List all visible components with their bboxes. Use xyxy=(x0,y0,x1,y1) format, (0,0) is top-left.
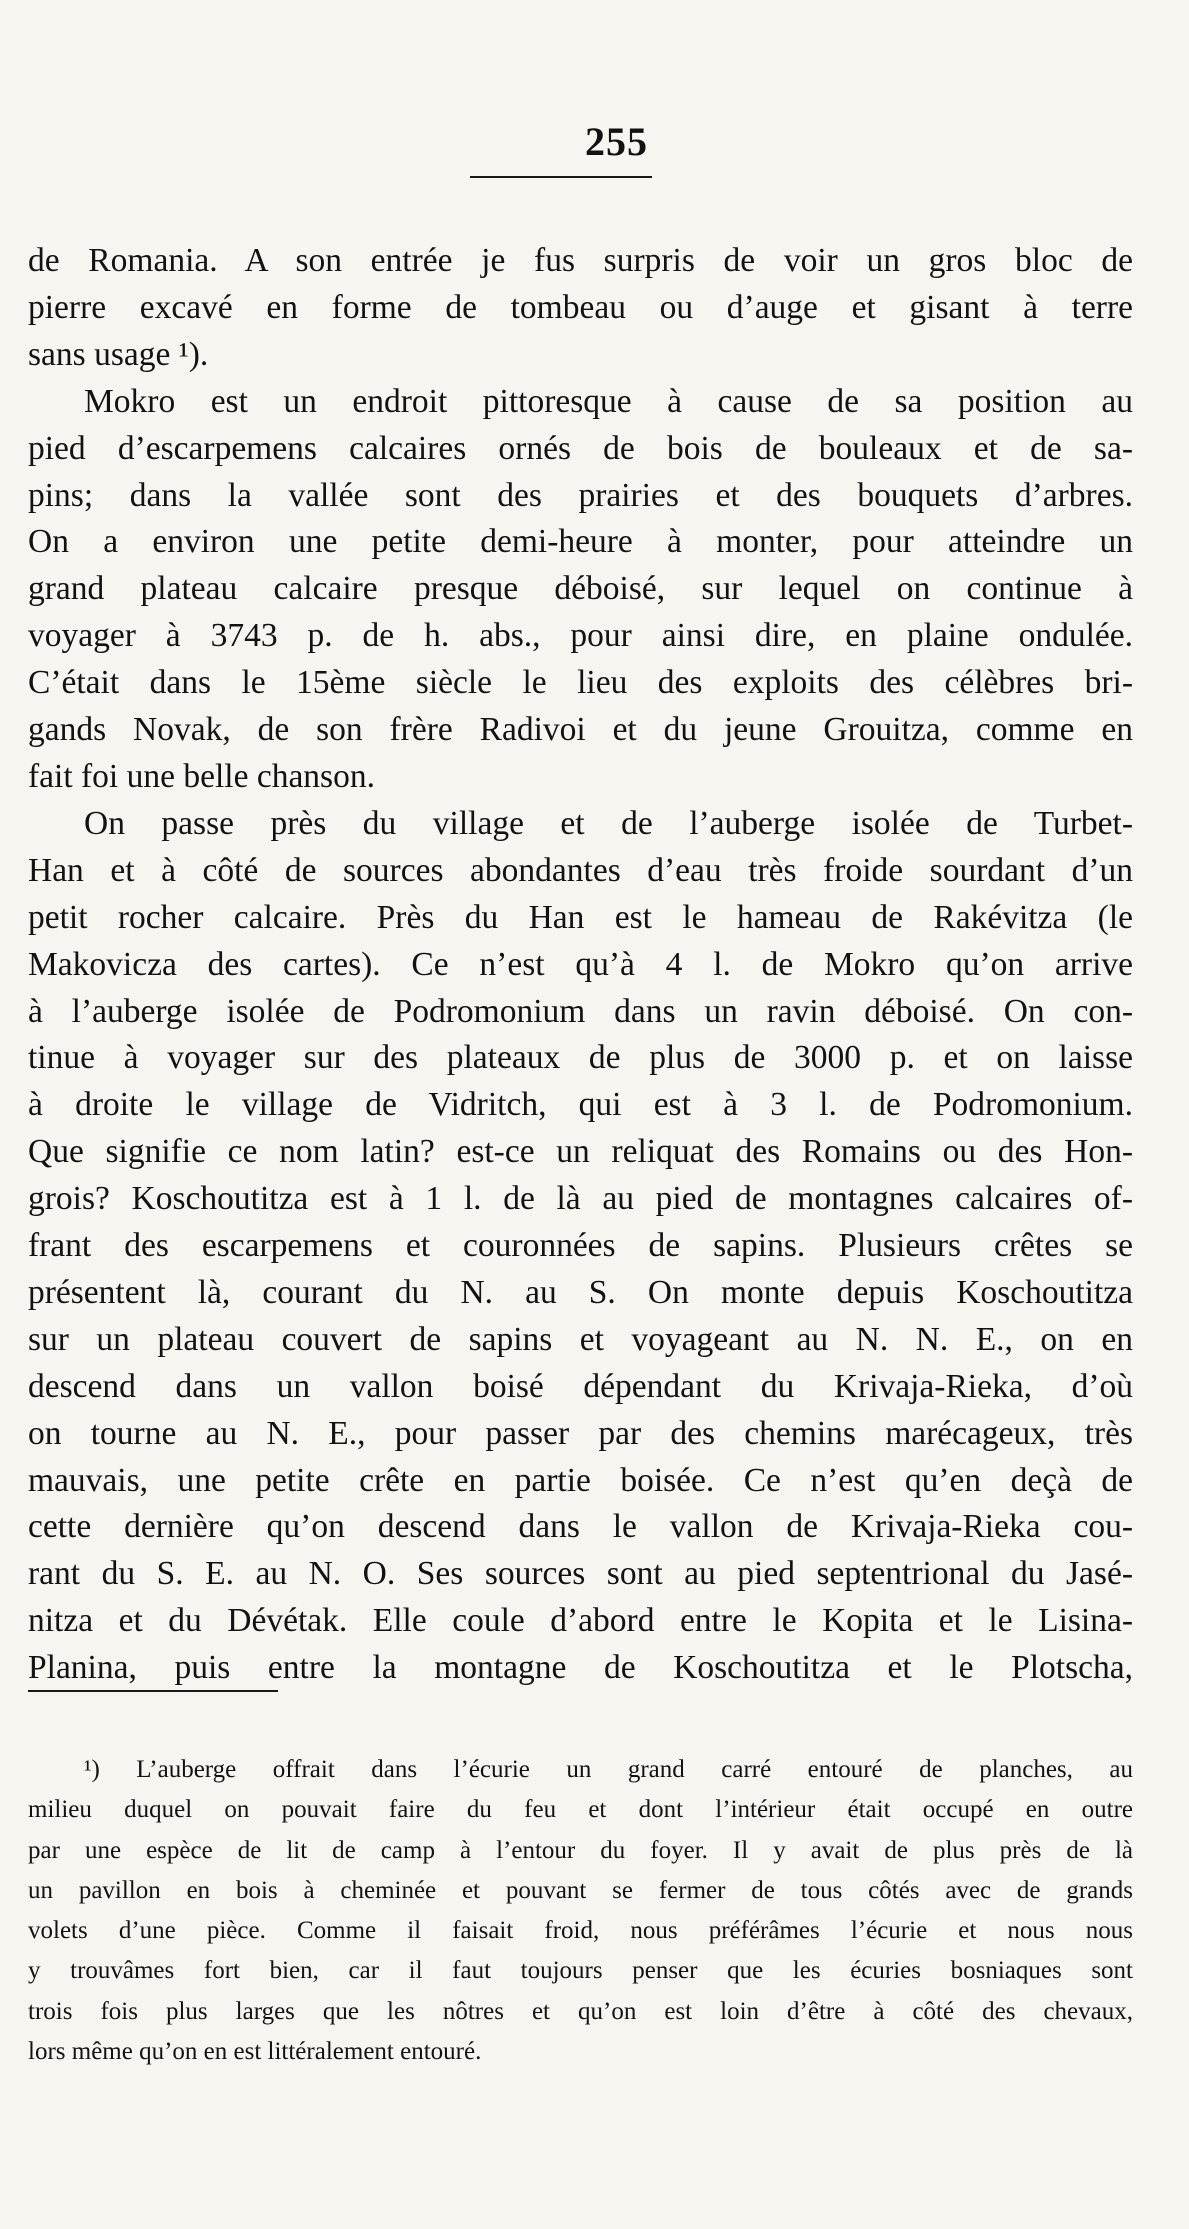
text-line: Planina, puis entre la montagne de Koschoutitza et le Plotscha, xyxy=(28,1649,1133,1687)
footnote-line: milieu duquel on pouvait faire du feu et dont l’intérieur était occupé en outre xyxy=(28,1796,1133,1824)
header-rule xyxy=(470,176,652,178)
footnote-line: lors même qu’on en est littéralement entouré. xyxy=(28,2038,482,2066)
text-line: petit rocher calcaire. Près du Han est le hameau de Rakévitza (le xyxy=(28,898,1133,936)
text-line: tinue à voyager sur des plateaux de plus de 3000 p. et on laisse xyxy=(28,1039,1133,1077)
main-text xyxy=(28,238,1133,1692)
text-line: de Romania. A son entrée je fus surpris de voir un gros bloc de xyxy=(28,242,1133,279)
text-line: sans usage ¹). xyxy=(28,335,209,373)
text-line: sur un plateau couvert de sapins et voyageant au N. N. E., on en xyxy=(28,1320,1133,1358)
text-line: descend dans un vallon boisé dépendant du Krivaja-Rieka, d’où xyxy=(28,1367,1133,1405)
text-line: on tourne au N. E., pour passer par des chemins marécageux, très xyxy=(28,1414,1133,1452)
text-line: grois? Koschoutitza est à 1 l. de là au pied de montagnes calcaires of- xyxy=(28,1180,1133,1218)
text-line: cette dernière qu’on descend dans le vallon de Krivaja-Rieka cou- xyxy=(28,1508,1133,1546)
footnote-line: par une espèce de lit de camp à l’entour du foyer. Il y avait de plus près de là xyxy=(28,1836,1133,1864)
page-header xyxy=(0,118,1189,165)
text-line: mauvais, une petite crête en partie boisée. Ce n’est qu’en deçà de xyxy=(28,1461,1133,1499)
text-line: présentent là, courant du N. au S. On monte depuis Koschoutitza xyxy=(28,1273,1133,1311)
page-number: 255 xyxy=(585,119,648,164)
text-line: frant des escarpemens et couronnées de sapins. Plusieurs crêtes se xyxy=(28,1227,1133,1265)
text-line: grand plateau calcaire presque déboisé, sur lequel on continue à xyxy=(28,570,1133,608)
footnote-line: y trouvâmes fort bien, car il faut toujours penser que les écuries bosniaques sont xyxy=(28,1957,1133,1985)
text-line: On passe près du village et de l’auberge isolée de Turbet- xyxy=(84,804,1133,842)
text-line: On a environ une petite demi-heure à monter, pour atteindre un xyxy=(28,523,1133,561)
text-line: voyager à 3743 p. de h. abs., pour ainsi dire, en plaine ondulée. xyxy=(28,617,1133,655)
footnote-rule xyxy=(28,1690,278,1692)
text-line: pierre excavé en forme de tombeau ou d’auge et gisant à terre xyxy=(28,288,1133,326)
text-line: C’était dans le 15ème siècle le lieu des exploits des célèbres bri- xyxy=(28,664,1133,702)
footnote-line: volets d’une pièce. Comme il faisait froid, nous préférâmes l’écurie et nous nous xyxy=(28,1917,1133,1945)
text-line: fait foi une belle chanson. xyxy=(28,757,375,795)
footnote-line: un pavillon en bois à cheminée et pouvant se fermer de tous côtés avec de grands xyxy=(28,1876,1133,1904)
footnote-line: trois fois plus larges que les nôtres et qu’on est loin d’être à côté des chevaux, xyxy=(28,1997,1133,2025)
text-line: nitza et du Dévétak. Elle coule d’abord entre le Kopita et le Lisina- xyxy=(28,1602,1133,1640)
text-line: pied d’escarpemens calcaires ornés de bois de bouleaux et de sa- xyxy=(28,429,1133,467)
text-line: rant du S. E. au N. O. Ses sources sont au pied septentrional du Jasé- xyxy=(28,1555,1133,1593)
text-line: Han et à côté de sources abondantes d’eau très froide sourdant d’un xyxy=(28,851,1133,889)
footnote xyxy=(28,1750,1133,2072)
text-line: pins; dans la vallée sont des prairies et des bouquets d’arbres. xyxy=(28,476,1133,514)
text-line: à droite le village de Vidritch, qui est à 3 l. de Podromonium. xyxy=(28,1086,1133,1124)
text-line: à l’auberge isolée de Podromonium dans un ravin déboisé. On con- xyxy=(28,992,1133,1030)
text-line: Mokro est un endroit pittoresque à cause de sa position au xyxy=(84,382,1133,420)
text-line: Makovicza des cartes). Ce n’est qu’à 4 l. de Mokro qu’on arrive xyxy=(28,945,1133,983)
footnote-line: ¹) L’auberge offrait dans l’écurie un grand carré entouré de planches, au xyxy=(84,1756,1133,1783)
text-line: Que signifie ce nom latin? est-ce un reliquat des Romains ou des Hon- xyxy=(28,1133,1133,1171)
text-line: gands Novak, de son frère Radivoi et du jeune Grouitza, comme en xyxy=(28,711,1133,749)
